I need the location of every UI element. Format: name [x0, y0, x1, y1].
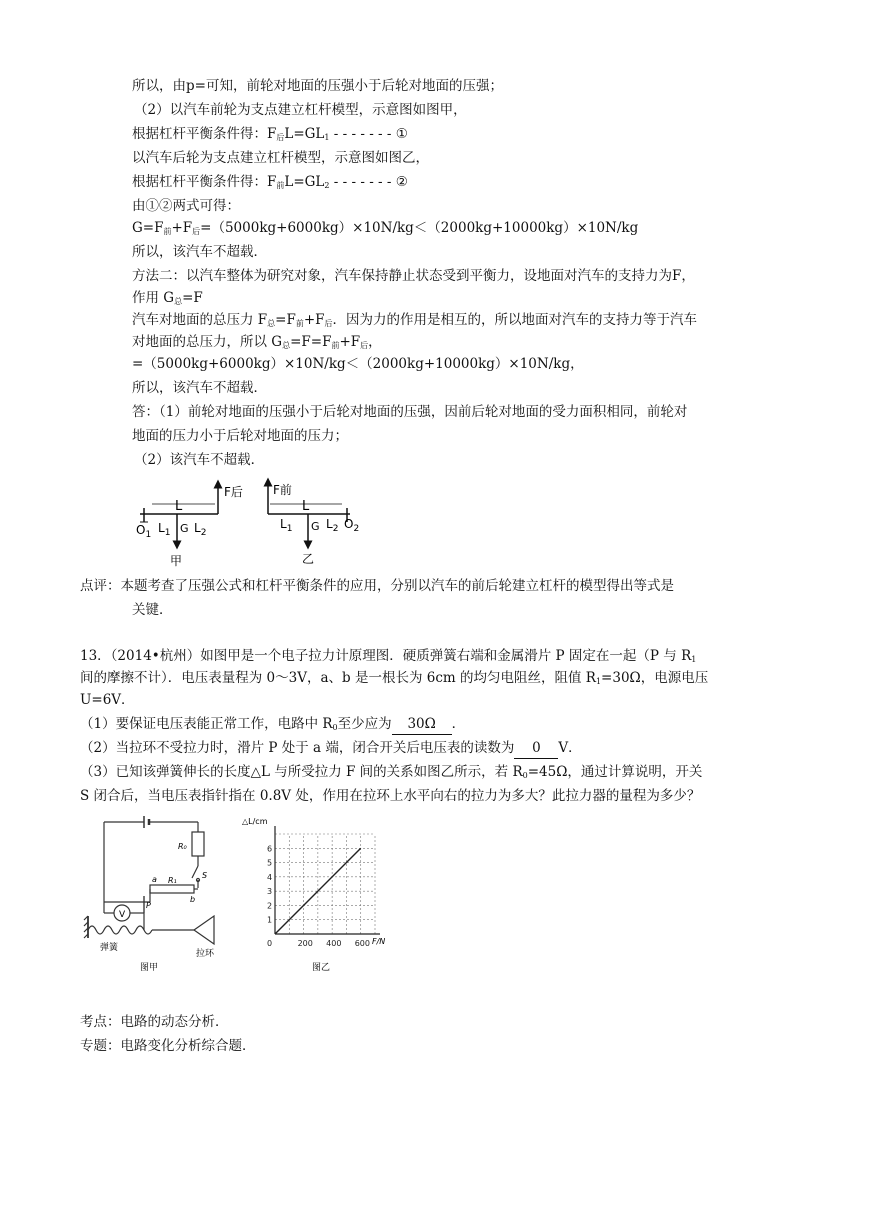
y-tick-label: 4 [267, 872, 273, 882]
L-label: L [175, 499, 183, 514]
solution-line: （2）以汽车前轮为支点建立杠杆模型，示意图如图甲， [134, 102, 467, 118]
y-tick-label: 1 [267, 915, 273, 925]
question-line: 13．（2014•杭州）如图甲是一个电子拉力计原理图．硬质弹簧右端和金属滑片 P 固定在一起（P 与 $R_1$ [80, 648, 697, 664]
solution-line: =（5000kg+6000kg）×10N/kg＜（2000kg+10000kg）×10N/kg， [132, 356, 584, 372]
question-line: （2）当拉环不受拉力时，滑片 P 处于 a 端，闭合开关后电压表的读数为 0 V． [80, 738, 582, 759]
svg-text:L2: $L_2$ [326, 517, 339, 534]
solution-line: 根据杠杆平衡条件得：$F_后L=GL_1$ - - - - - - - ① [132, 126, 408, 142]
ring-label: 拉环 [196, 949, 215, 959]
svg-text:L [302, 499, 310, 514]
solution-line: 所以，该汽车不超载． [132, 380, 267, 396]
svg-text:L1: $L_1$ [158, 521, 171, 538]
answer-blank: 0 [514, 738, 558, 759]
answer-blank: 30Ω [392, 714, 452, 735]
svg-text:L2: $L_2$ [194, 521, 207, 538]
solution-line: 根据杠杆平衡条件得：$F_前L=GL_2$ - - - - - - - ② [132, 174, 408, 190]
solution-line: 作用 $G_总=F$ [132, 290, 203, 306]
lever-diagram [130, 470, 370, 575]
p-label: P [146, 901, 151, 910]
L1-label: L [158, 521, 165, 535]
solution-line: 地面的压力小于后轮对地面的压力； [132, 428, 348, 444]
y-tick-label: 6 [267, 844, 273, 854]
circuit-diagram [82, 812, 232, 972]
L2-label: L [194, 521, 201, 535]
b-label: b [190, 895, 196, 904]
x-tick-label: 400 [326, 939, 342, 948]
svg-text:F前 [273, 483, 292, 497]
comment-line: 关键． [132, 602, 173, 618]
spring-label: 弹簧 [100, 943, 119, 953]
zhuanti-line: 专题：电路变化分析综合题． [80, 1038, 256, 1054]
O1-label: O [136, 523, 146, 537]
r1-label: R₁ [168, 876, 177, 885]
solution-line: $G=F_前+F_后=(5000kg+6000kg)\times 10N/kg<(2000kg+10000kg)\times 10N/kg$ [132, 220, 639, 236]
y-axis-label: △L/cm [242, 817, 268, 826]
svg-text:G [180, 522, 189, 535]
force-extension-chart [240, 812, 390, 972]
solution-line: 由①②两式可得： [132, 198, 240, 214]
y-tick-label: 3 [267, 887, 273, 897]
jia-caption: 甲 [170, 554, 183, 568]
L2-label-2: L [326, 517, 333, 531]
x-tick-label: 600 [354, 939, 370, 948]
G-label-2: G [311, 520, 320, 533]
svg-text:O1: $O_1$ [136, 523, 152, 540]
s-label: S [202, 871, 208, 880]
question-line: （1）要保证电压表能正常工作，电路中 $R_0$至少应为 30Ω ． [80, 714, 465, 735]
kaodian-line: 考点：电路的动态分析． [80, 1014, 229, 1030]
comment-line: 点评：本题考查了压强公式和杠杆平衡条件的应用，分别以汽车的前后轮建立杠杆的模型得出等式是 [80, 578, 674, 594]
solution-line: （2）该汽车不超载． [134, 452, 265, 468]
svg-text:O2: $O_2$ [344, 517, 360, 534]
a-label: a [152, 875, 157, 884]
x-axis-label: F/N [372, 937, 386, 946]
O2-label: O [344, 517, 354, 531]
solution-line: 方法二：以汽车整体为研究对象，汽车保持静止状态受到平衡力，设地面对汽车的支持力为F， [132, 268, 695, 284]
f-qian-label: F前 [273, 483, 292, 497]
y-tick-label: 2 [267, 901, 273, 911]
G-label: G [180, 522, 189, 535]
solution-line: 答：（1）前轮对地面的压强小于后轮对地面的压强，因前后轮对地面的受力面积相同，前轮对 [132, 404, 688, 420]
svg-text:L [175, 499, 183, 514]
solution-line: 对地面的总压力，所以 $G_总=F=F_前+F_后$， [132, 334, 382, 350]
svg-text:甲 [170, 554, 182, 568]
x-tick-label: 0 [267, 939, 273, 948]
y-tick-label: 5 [267, 858, 273, 868]
svg-text:F后 [224, 485, 243, 499]
question-line: S 闭合后，当电压表指针指在 0.8V 处，作用在拉环上水平向右的拉力为多大？此拉力器的量程为多少？ [80, 788, 701, 804]
circuit-caption: 图甲 [140, 963, 159, 972]
svg-text:乙 [302, 552, 314, 566]
voltmeter-label: V [119, 910, 126, 920]
f-hou-label: F后 [224, 485, 243, 499]
solution-line: 所以，该汽车不超载． [132, 244, 267, 260]
x-tick-label: 200 [297, 939, 313, 948]
question-line: （3）已知该弹簧伸长的长度△L 与所受拉力 F 间的关系如图乙所示，若 $R_0=45\Omega$，通过计算说明，开关 [80, 764, 703, 780]
solution-line: 汽车对地面的总压力 $F_总=F_前+F_后$．因为力的作用是相互的，所以地面对汽车的支持力等于汽车 [132, 312, 698, 328]
svg-text:G [311, 520, 320, 533]
svg-text:L1: $L_1$ [280, 517, 293, 534]
yi-caption: 乙 [302, 552, 315, 566]
L1-label-2: L [280, 517, 287, 531]
question-line: 间的摩擦不计）．电压表量程为 0～3V，a、b 是一根长为 6cm 的均匀电阻丝，阻值 $R_1=30\Omega$，电源电压 [80, 670, 709, 686]
chart-caption: 图乙 [312, 963, 331, 972]
solution-line: 所以，由p=可知，前轮对地面的压强小于后轮对地面的压强； [132, 78, 503, 94]
r0-label: R₀ [178, 842, 187, 851]
solution-line: 以汽车后轮为支点建立杠杆模型，示意图如图乙， [132, 150, 429, 166]
question-line: U=6V． [80, 692, 135, 708]
L-label-2: L [302, 499, 310, 514]
